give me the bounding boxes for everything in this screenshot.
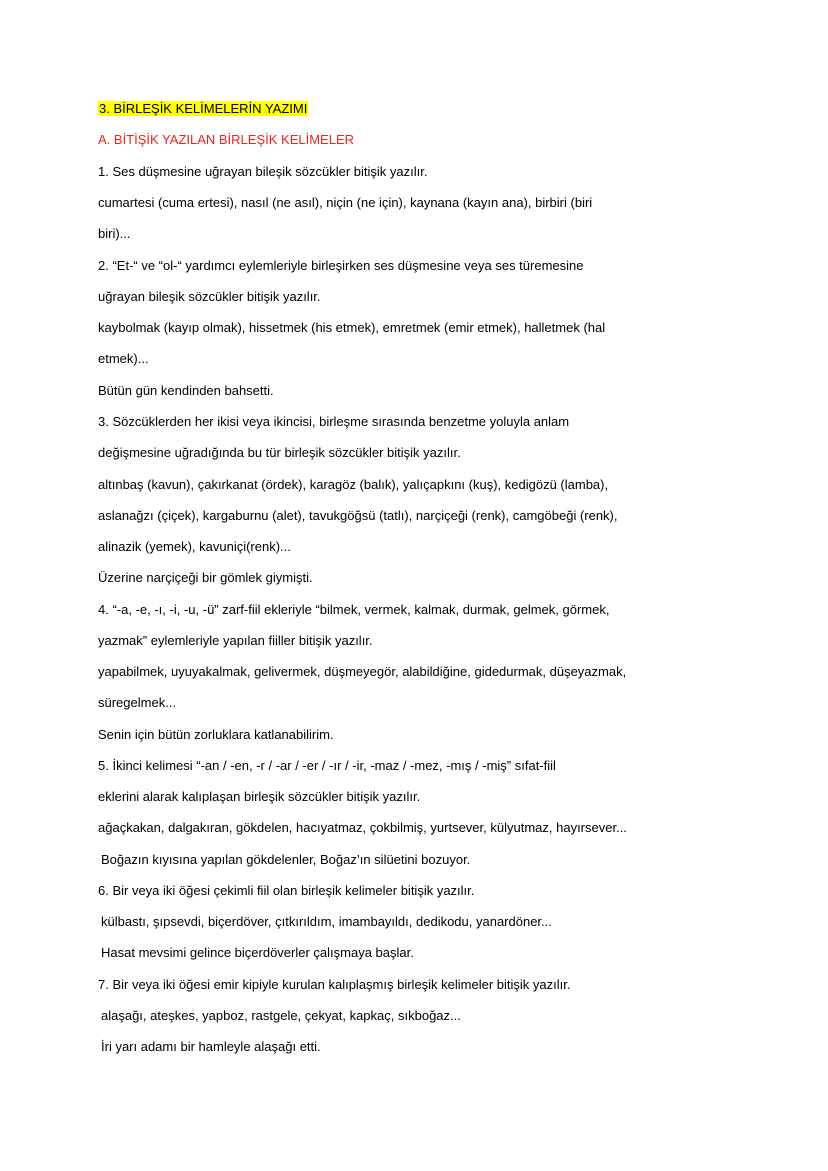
text-line: biri)...	[98, 226, 131, 241]
text-line: İri yarı adamı bir hamleyle alaşağı etti.	[101, 1039, 321, 1054]
text-line: etmek)...	[98, 351, 149, 366]
text-line: eklerini alarak kalıplaşan birleşik sözcükler bitişik yazılır.	[98, 789, 421, 804]
text-line: cumartesi (cuma ertesi), nasıl (ne asıl), niçin (ne için), kaynana (kayın ana), birbiri (biri	[98, 195, 593, 210]
text-line: Hasat mevsimi gelince biçerdöverler çalışmaya başlar.	[101, 945, 414, 960]
text-line: yazmak” eylemleriyle yapılan fiiller bitişik yazılır.	[98, 633, 373, 648]
text-line: alaşağı, ateşkes, yapboz, rastgele, çekyat, kapkaç, sıkboğaz...	[101, 1008, 461, 1023]
text-line: altınbaş (kavun), çakırkanat (ördek), karagöz (balık), yalıçapkını (kuş), kedigözü (lamba),	[98, 477, 609, 492]
text-line: yapabilmek, uyuyakalmak, gelivermek, düşmeyegör, alabildiğine, gidedurmak, düşeyazmak,	[98, 664, 627, 679]
text-line: Üzerine narçiçeği bir gömlek giymişti.	[98, 570, 313, 585]
subsection-heading: A. BİTİŞİK YAZILAN BİRLEŞİK KELİMELER	[98, 132, 355, 147]
text-line: ağaçkakan, dalgakıran, gökdelen, hacıyatmaz, çokbilmiş, yurtsever, külyutmaz, hayırsever...	[98, 820, 627, 835]
text-line: değişmesine uğradığında bu tür birleşik sözcükler bitişik yazılır.	[98, 445, 461, 460]
text-line: 1. Ses düşmesine uğrayan bileşik sözcükler bitişik yazılır.	[98, 164, 428, 179]
text-line: Bütün gün kendinden bahsetti.	[98, 383, 274, 398]
text-line: Senin için bütün zorluklara katlanabilirim.	[98, 727, 334, 742]
text-line: Boğazın kıyısına yapılan gökdelenler, Boğaz’ın silüetini bozuyor.	[101, 852, 471, 867]
text-line: alinazik (yemek), kavuniçi(renk)...	[98, 539, 291, 554]
section-heading	[98, 100, 308, 118]
text-line: 5. İkinci kelimesi “-an / -en, -r / -ar / -er / -ır / -ir, -maz / -mez, -mış / -miş” sıfat-fiil	[98, 758, 556, 773]
text-line: 6. Bir veya iki öğesi çekimli fiil olan birleşik kelimeler bitişik yazılır.	[98, 883, 475, 898]
text-line: külbastı, şıpsevdi, biçerdöver, çıtkırıldım, imambayıldı, dedikodu, yanardöner...	[101, 914, 552, 929]
text-line: süregelmek...	[98, 695, 177, 710]
text-line: 2. “Et-“ ve “ol-“ yardımcı eylemleriyle birleşirken ses düşmesine veya ses türemesine	[98, 258, 584, 273]
text-line: 4. “-a, -e, -ı, -i, -u, -ü” zarf-fiil ekleriyle “bilmek, vermek, kalmak, durmak, gelmek, görmek,	[98, 602, 610, 617]
text-line: 7. Bir veya iki öğesi emir kipiyle kurulan kalıplaşmış birleşik kelimeler bitişik yazılır.	[98, 977, 571, 992]
text-line: aslanağzı (çiçek), kargaburnu (alet), tavukgöğsü (tatlı), narçiçeği (renk), camgöbeği (renk),	[98, 508, 618, 523]
text-line: uğrayan bileşik sözcükler bitişik yazılır.	[98, 289, 321, 304]
text-line: 3. Sözcüklerden her ikisi veya ikincisi, birleşme sırasında benzetme yoluyla anlam	[98, 414, 570, 429]
section-heading-text: 3. BİRLEŞİK KELİMELERİN YAZIMI	[99, 101, 308, 116]
text-line: kaybolmak (kayıp olmak), hissetmek (his etmek), emretmek (emir etmek), halletmek (hal	[98, 320, 606, 335]
